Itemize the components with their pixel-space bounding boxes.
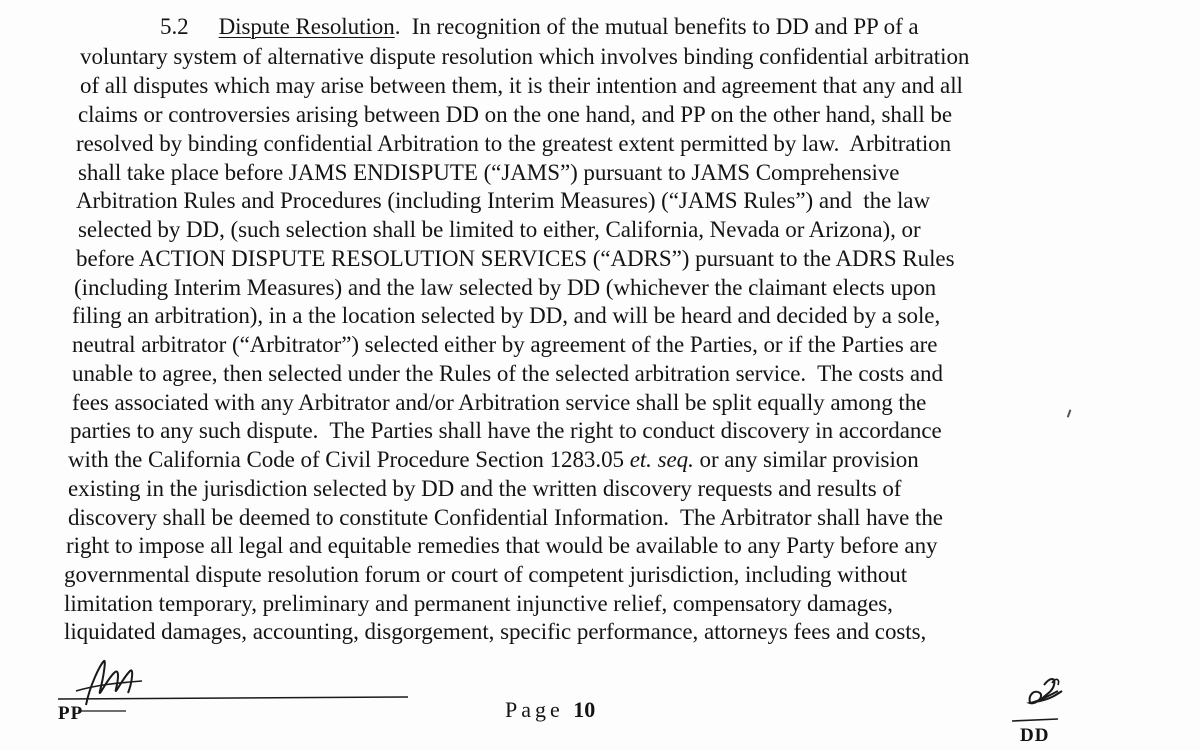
paragraph-line-text: before ACTION DISPUTE RESOLUTION SERVICES (“ADRS”) pursuant to the ADRS Rules — [76, 246, 955, 271]
paragraph-line-text: (including Interim Measures) and the law selected by DD (whichever the claimant elects upon — [74, 275, 937, 300]
paragraph-line-text: parties to any such dispute. The Parties shall have the right to conduct discovery in accordance — [70, 418, 942, 443]
paragraph-line — [66, 532, 937, 559]
paragraph-line — [78, 216, 921, 243]
paragraph-line-text: or any similar provision — [693, 447, 919, 472]
paragraph-line — [68, 504, 943, 531]
paragraph-line-text: right to impose all legal and equitable remedies that would be available to any Party before any — [66, 533, 938, 558]
paragraph-line-text: filing an arbitration), in a the location selected by DD, and will be heard and decided by a sole, — [72, 303, 941, 328]
paragraph-line-text: discovery shall be deemed to constitute Confidential Information. The Arbitrator shall have the — [68, 505, 943, 530]
page-number — [505, 697, 595, 723]
paragraph-line: In recognition of the mutual benefits to DD and PP of a — [411, 14, 919, 39]
paragraph-line — [64, 590, 893, 617]
paragraph-line — [78, 101, 952, 128]
paragraph-line-text: liquidated damages, accounting, disgorgement, specific performance, attorneys fees and costs, — [64, 619, 927, 644]
paragraph-line-text: unable to agree, then selected under the Rules of the selected arbitration service. The costs and — [72, 361, 943, 386]
paragraph-line — [74, 274, 936, 301]
page-number-value: 10 — [573, 697, 596, 722]
paragraph-line — [68, 446, 919, 473]
page-label: Page — [505, 697, 564, 722]
paragraph-line-text: Arbitration Rules and Procedures (including Interim Measures) (“JAMS Rules”) and the law — [76, 188, 931, 213]
right-initials: DD — [1020, 725, 1050, 746]
paragraph-line — [68, 475, 901, 502]
paragraph-line — [76, 245, 954, 272]
paragraph-line-text: selected by DD, (such selection shall be limited to either, California, Nevada or Arizona), or — [78, 217, 921, 242]
paragraph-line — [72, 302, 940, 329]
paragraph-line — [76, 130, 951, 157]
paragraph-line — [80, 43, 969, 70]
right-initial-block — [1000, 655, 1080, 745]
section-heading-line — [160, 13, 919, 40]
paragraph-line — [64, 561, 907, 588]
paragraph-line-text: fees associated with any Arbitrator and/or Arbitration service shall be split equally among the — [72, 390, 927, 415]
section-number: 5.2 — [160, 14, 189, 39]
paragraph-line-text: shall take place before JAMS ENDISPUTE (“JAMS”) pursuant to JAMS Comprehensive — [78, 160, 900, 185]
section-heading: Dispute Resolution — [218, 14, 395, 39]
left-initials: PP — [58, 703, 84, 724]
paragraph-line — [78, 159, 899, 186]
paragraph-line — [72, 389, 926, 416]
paragraph-line — [76, 187, 930, 214]
paragraph-line-text: neutral arbitrator (“Arbitrator”) selected either by agreement of the Parties, or if the Parties are — [72, 332, 938, 357]
paragraph-line-text: voluntary system of alternative dispute resolution which involves binding confidential arbitration — [80, 44, 970, 69]
paragraph-line-text: governmental dispute resolution forum or court of competent jurisdiction, including without — [64, 562, 908, 587]
paragraph-line-text: resolved by binding confidential Arbitration to the greatest extent permitted by law. Arbitration — [76, 131, 952, 156]
pp-signature-mark — [56, 655, 416, 735]
left-initial-block — [56, 655, 416, 735]
italic-term: et. seq. — [629, 447, 694, 472]
paragraph-line — [70, 417, 942, 444]
paragraph-line-text: with the California Code of Civil Procedure Section 1283.05 — [68, 447, 630, 472]
section-heading-punct: . — [394, 14, 401, 39]
paragraph-line-text: of all disputes which may arise between them, it is their intention and agreement that any and all — [80, 73, 963, 98]
paragraph-line — [80, 72, 963, 99]
paragraph-line-text: limitation temporary, preliminary and permanent injunctive relief, compensatory damages, — [64, 591, 893, 616]
paragraph-line — [64, 618, 926, 645]
paragraph-line-text: claims or controversies arising between DD on the one hand, and PP on the other hand, shall be — [78, 102, 952, 127]
paragraph-line-text: existing in the jurisdiction selected by DD and the written discovery requests and results of — [68, 476, 902, 501]
paragraph-line — [72, 360, 943, 387]
paragraph-line — [72, 331, 937, 358]
